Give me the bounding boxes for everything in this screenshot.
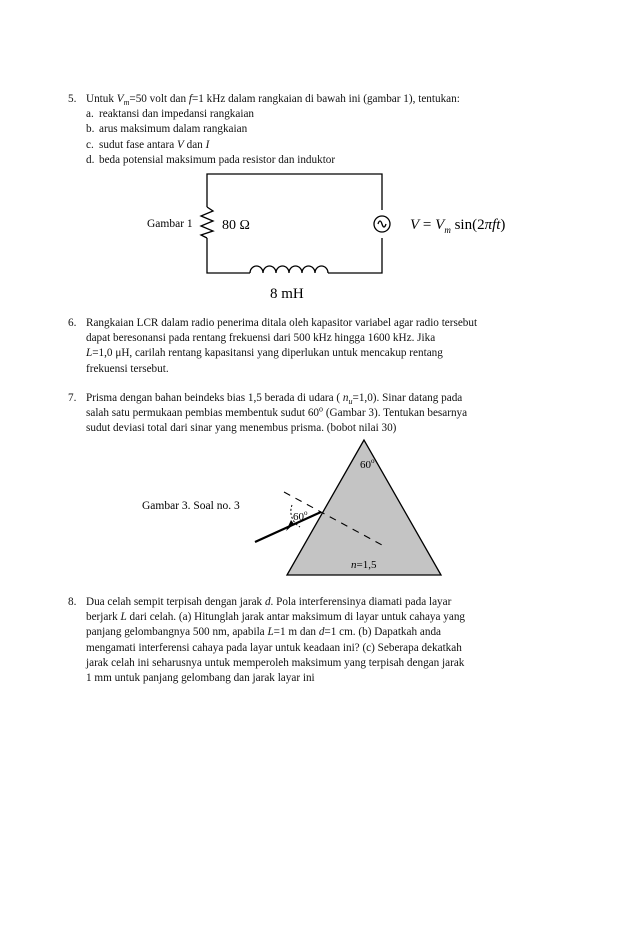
question-8 <box>68 595 562 686</box>
sub-item-d: d. beda potensial maksimum pada resistor dan induktor <box>86 153 336 166</box>
inductor-coil <box>250 266 328 273</box>
incidence-angle-label: 60$^o$ <box>293 509 308 523</box>
question-8-line: Dua celah sempit terpisah dengan jarak d. Pola interferensinya diamati pada layar <box>86 596 452 608</box>
question-number: 6. <box>68 317 77 329</box>
prism-figure <box>0 430 638 590</box>
question-7-line: salah satu permukaan pembias membentuk sudut 60$^o$ (Gambar 3). Tentukan besarnya <box>86 404 468 420</box>
resistor-zigzag <box>201 207 213 238</box>
question-6-line: Rangkaian LCR dalam radio penerima ditala oleh kapasitor variabel agar radio tersebut <box>86 317 478 329</box>
figure-1-caption: Gambar 1 <box>147 218 193 230</box>
sub-item-a: a. reaktansi dan impedansi rangkaian <box>86 108 255 121</box>
question-6 <box>68 316 562 377</box>
question-number: 7. <box>68 392 77 404</box>
sub-item-c: c. sudut fase antara V dan I <box>86 138 210 151</box>
apex-angle-label: 60$^o$ <box>360 457 375 471</box>
question-8-line: mengamati interferensi cahaya pada layar untuk keadaan ini? (c) Seberapa dekatkah <box>86 641 462 654</box>
question-7-line: sudut deviasi total dari sinar yang menembus prisma. (bobot nilai 30) <box>86 422 397 435</box>
source-equation: $V = V_m$ sin(2πft) <box>410 217 506 235</box>
question-8-line: berjark L dari celah. (a) Hitunglah jarak antar maksimum di layar untuk cahaya yang <box>86 611 466 624</box>
sub-item-b: b. arus maksimum dalam rangkaian <box>86 123 248 136</box>
question-6-line: frekuensi tersebut. <box>86 362 169 375</box>
question-8-line: panjang gelombangnya 500 nm, apabila L=1 m dan d=1 cm. (b) Dapatkah anda <box>86 626 442 639</box>
circuit-wire-top <box>207 174 382 210</box>
question-8-line: 1 mm untuk panjang gelombang dan jarak layar ini <box>86 672 315 685</box>
ac-source-wave <box>378 221 386 227</box>
refractive-index-label: n=1,5 <box>351 559 377 571</box>
question-number: 8. <box>68 596 77 608</box>
question-7-line: Prisma dengan bahan beindeks bias 1,5 berada di udara ( $n_u=1,0$). Sinar datang pada <box>86 392 463 407</box>
circuit-wire-left <box>207 238 250 273</box>
resistor-label: 80 Ω <box>222 218 250 233</box>
question-number: 5. <box>68 93 77 105</box>
question-8-line: jarak celah ini seharusnya untuk memperoleh maksimum yang terpisah dengan jarak <box>86 656 465 669</box>
circuit-figure <box>0 0 638 320</box>
inductor-label: 8 mH <box>270 286 304 302</box>
question-6-line: dapat beresonansi pada rentang frekuensi dari 500 kHz hingga 1600 kHz. Jika <box>86 332 436 345</box>
question-6-line: L=1,0 μH, carilah rentang kapasitansi yang diperlukan untuk mencakup rentang <box>86 347 443 360</box>
question-5-intro: Untuk $V_m=50$ volt dan f=1 kHz dalam rangkaian di bawah ini (gambar 1), tentukan: <box>86 93 460 108</box>
circuit-wire-right <box>328 238 382 273</box>
figure-3-caption: Gambar 3. Soal no. 3 <box>142 500 240 512</box>
